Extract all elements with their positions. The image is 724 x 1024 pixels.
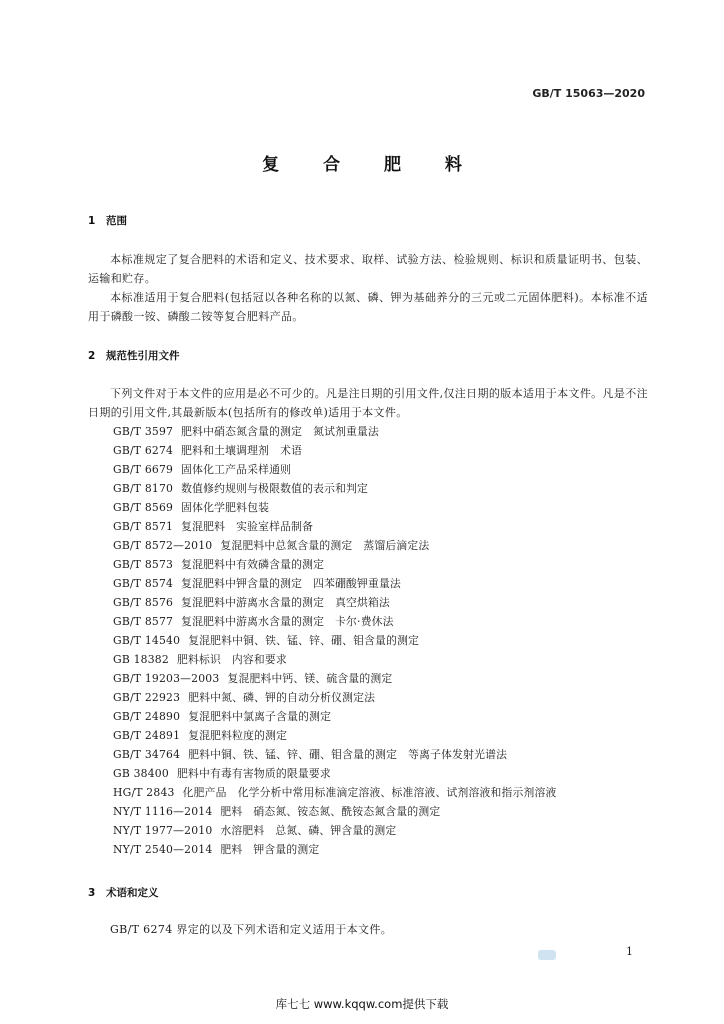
reference-item: [113, 688, 556, 707]
reference-code: GB/T 8571: [113, 520, 174, 533]
reference-item: [113, 479, 556, 498]
reference-code: GB/T 3597: [113, 425, 174, 438]
reference-title: 化肥产品 化学分析中常用标准滴定溶液、标准溶液、试剂溶液和指示剂溶液: [182, 786, 557, 799]
reference-title: 复混肥料中氯离子含量的测定: [188, 710, 332, 723]
reference-title: 复混肥料粒度的测定: [188, 729, 288, 742]
section-2-heading: [88, 348, 180, 363]
reference-code: GB/T 14540: [113, 634, 181, 647]
reference-code: GB/T 24890: [113, 710, 181, 723]
reference-code: GB/T 6679: [113, 463, 174, 476]
reference-title: 肥料中铜、铁、锰、锌、硼、钼含量的测定 等离子体发射光谱法: [188, 748, 508, 761]
reference-item: [113, 840, 556, 859]
reference-title: 复混肥料中总氮含量的测定 蒸馏后滴定法: [220, 539, 430, 552]
reference-code: GB/T 22923: [113, 691, 181, 704]
section-1-heading: [88, 213, 127, 228]
reference-code: NY/T 1116—2014: [113, 805, 213, 818]
reference-item: [113, 498, 556, 517]
reference-item: [113, 536, 556, 555]
reference-item: [113, 745, 556, 764]
section-3-heading: [88, 885, 159, 900]
reference-item: [113, 612, 556, 631]
reference-code: GB/T 34764: [113, 748, 181, 761]
reference-code: GB 38400: [113, 767, 169, 780]
reference-title: 复混肥料中铜、铁、锰、锌、硼、钼含量的测定: [188, 634, 420, 647]
reference-title: 水溶肥料 总氮、磷、钾含量的测定: [220, 824, 397, 837]
reference-title: 肥料中硝态氮含量的测定 氮试剂重量法: [181, 425, 380, 438]
download-footer: 库七七 www.kqqw.com提供下载: [275, 997, 449, 1011]
reference-code: GB/T 19203—2003: [113, 672, 220, 685]
reference-code: GB/T 8577: [113, 615, 174, 628]
section-number: 2: [88, 350, 96, 362]
reference-title: 肥料 硝态氮、铵态氮、酰铵态氮含量的测定: [220, 805, 441, 818]
reference-code: GB/T 8573: [113, 558, 174, 571]
reference-title: 复混肥料中游离水含量的测定 真空烘箱法: [181, 596, 391, 609]
reference-code: GB 18382: [113, 653, 169, 666]
reference-item: [113, 631, 556, 650]
section-title: 规范性引用文件: [106, 350, 180, 362]
page-number: 1: [626, 945, 633, 958]
reference-item: [113, 422, 556, 441]
reference-title: 复混肥料中钙、镁、硫含量的测定: [227, 672, 393, 685]
reference-code: GB/T 8574: [113, 577, 174, 590]
reference-item: [113, 726, 556, 745]
section-title: 术语和定义: [106, 887, 159, 899]
reference-item: [113, 593, 556, 612]
section-3-intro: GB/T 6274 界定的以及下列术语和定义适用于本文件。: [110, 923, 393, 936]
reference-title: 复混肥料中游离水含量的测定 卡尔·费休法: [181, 615, 394, 628]
reference-item: [113, 783, 556, 802]
document-title: 复 合 肥 料: [262, 155, 481, 175]
reference-title: 肥料和土壤调理剂 术语: [181, 444, 303, 457]
reference-title: 肥料中有毒有害物质的限量要求: [176, 767, 331, 780]
reference-title: 固体化工产品采样通则: [181, 463, 292, 476]
reference-item: [113, 574, 556, 593]
reference-item: [113, 821, 556, 840]
reference-item: [113, 707, 556, 726]
reference-code: GB/T 8572—2010: [113, 539, 213, 552]
reference-title: 复混肥料中有效磷含量的测定: [181, 558, 325, 571]
reference-code: NY/T 2540—2014: [113, 843, 213, 856]
reference-code: NY/T 1977—2010: [113, 824, 213, 837]
reference-code: GB/T 8569: [113, 501, 174, 514]
reference-code: HG/T 2843: [113, 786, 175, 799]
section-title: 范围: [106, 215, 127, 227]
reference-code: GB/T 24891: [113, 729, 181, 742]
section-number: 3: [88, 887, 96, 899]
normative-references-list: [113, 422, 556, 859]
reference-title: 固体化学肥料包装: [181, 501, 270, 514]
reference-item: [113, 669, 556, 688]
section-1-paragraph-2: 本标准适用于复合肥料(包括冠以各种名称的以氮、磷、钾为基础养分的三元或二元固体肥料)。本标准不适用于磷酸一铵、磷酸二铵等复合肥料产品。: [88, 291, 648, 323]
reference-code: GB/T 8576: [113, 596, 174, 609]
reference-item: [113, 460, 556, 479]
reference-code: GB/T 6274: [113, 444, 174, 457]
section-2-intro: 下列文件对于本文件的应用是必不可少的。凡是注日期的引用文件,仅注日期的版本适用于本文件。凡是不注日期的引用文件,其最新版本(包括所有的修改单)适用于本文件。: [88, 387, 648, 419]
reference-title: 肥料标识 内容和要求: [176, 653, 287, 666]
reference-item: [113, 441, 556, 460]
section-1-paragraph-1: 本标准规定了复合肥料的术语和定义、技术要求、取样、试验方法、检验规则、标识和质量证明书、包装、运输和贮存。: [88, 253, 648, 285]
reference-title: 肥料 钾含量的测定: [220, 843, 320, 856]
reference-item: [113, 802, 556, 821]
section-number: 1: [88, 215, 96, 227]
reference-item: [113, 517, 556, 536]
standard-number: GB/T 15063—2020: [532, 87, 645, 100]
reference-title: 数值修约规则与极限数值的表示和判定: [181, 482, 369, 495]
reference-item: [113, 764, 556, 783]
reference-title: 肥料中氮、磷、钾的自动分析仪测定法: [188, 691, 376, 704]
reference-item: [113, 555, 556, 574]
reference-item: [113, 650, 556, 669]
reference-code: GB/T 8170: [113, 482, 174, 495]
reference-title: 复混肥料 实验室样品制备: [181, 520, 314, 533]
watermark-stamp: [538, 950, 556, 960]
reference-title: 复混肥料中钾含量的测定 四苯硼酸钾重量法: [181, 577, 402, 590]
